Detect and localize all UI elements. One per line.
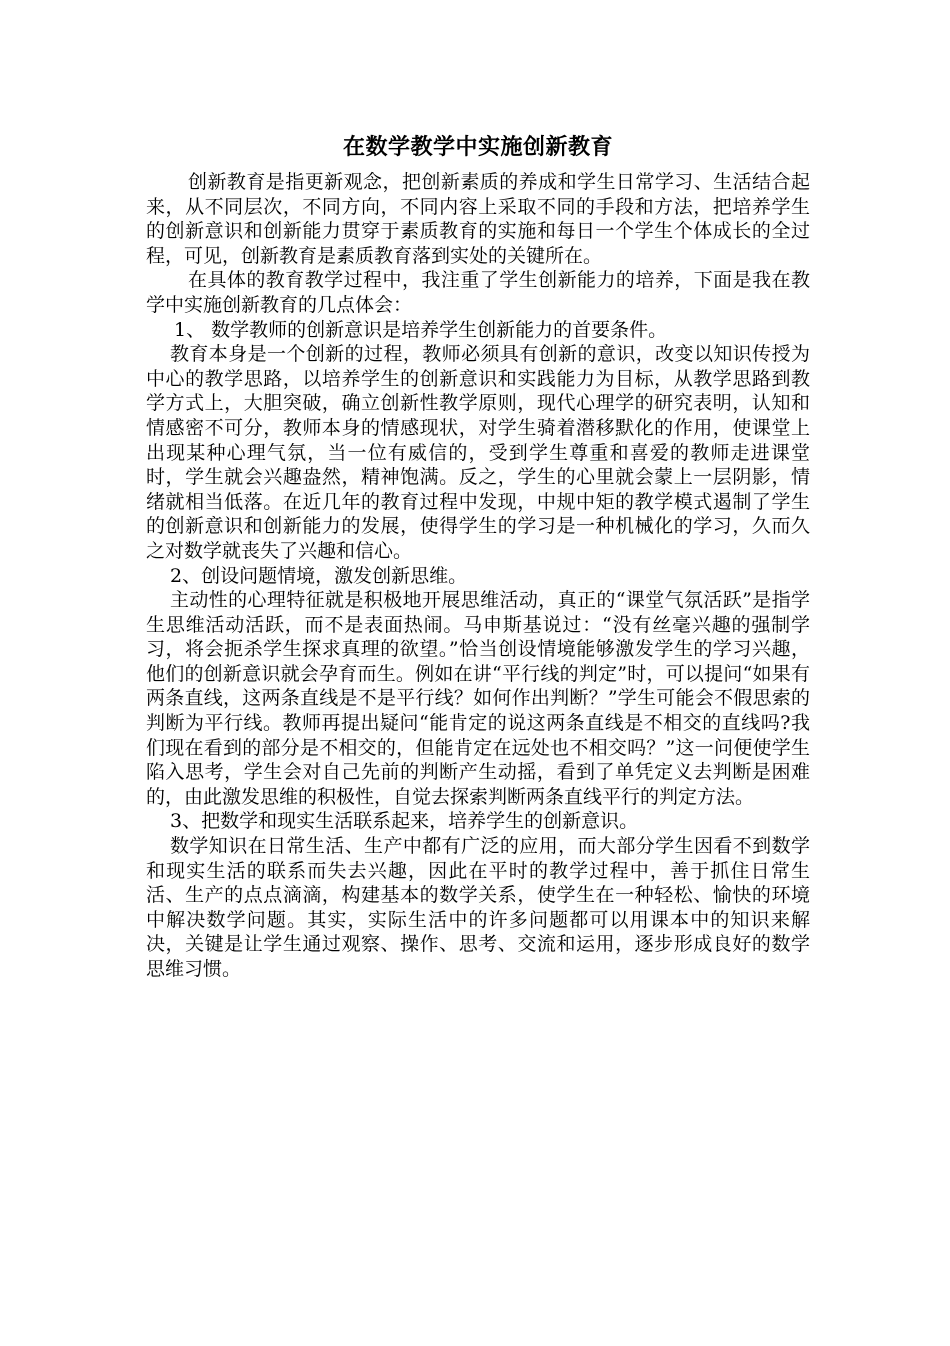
section-2-paragraph: 主动性的心理特征就是积极地开展思维活动，真正的“课堂气氛活跃”是指学生思维活动活跃，而不是表面热闹。马申斯基说过：“没有丝毫兴趣的强制学习，将会扼杀学生探求真理的欲望。”恰当创设情境能够激发学生的学习兴趣，他们的创新意识就会孕育而生。例如在讲“平行线的判定”时，可以提问“如果有两条直线，这两条直线是不是平行线？如何作出判断？”学生可能会不假思索的判断为平行线。教师再提出疑问“能肯定的说这两条直线是不相交的直线吗?我们现在看到的部分是不相交的，但能肯定在远处也不相交吗？”这一问便使学生陷入思考，学生会对自己先前的判断产生动摇，看到了单凭定义去判断是困难的，由此激发思维的积极性，自觉去探索判断两条直线平行的判定方法。 (146, 589, 810, 808)
document-title: 在数学教学中实施创新教育 (342, 134, 613, 160)
document-page (146, 130, 810, 982)
overview-paragraph: 在具体的教育教学过程中，我注重了学生创新能力的培养，下面是我在教学中实施创新教育的几点体会： (146, 269, 810, 316)
section-heading-2: 2、创设问题情境，激发创新思维。 (170, 564, 468, 587)
intro-paragraph: 创新教育是指更新观念，把创新素质的养成和学生日常学习、生活结合起来，从不同层次，不同方向，不同内容上采取不同的手段和方法，把培养学生的创新意识和创新能力贯穿于素质教育的实施和每日一个学生个体成长的全过程，可见，创新教育是素质教育落到实处的关键所在。 (146, 171, 810, 267)
section-heading-3: 3、把数学和现实生活联系起来，培养学生的创新意识。 (170, 810, 639, 833)
section-1-paragraph: 教育本身是一个创新的过程，教师必须具有创新的意识，改变以知识传授为中心的教学思路，以培养学生的创新意识和实践能力为目标，从教学思路到教学方式上，大胆突破，确立创新性教学原则，现代心理学的研究表明，认知和情感密不可分，教师本身的情感现状，对学生骑着潜移默化的作用，使课堂上出现某种心理气氛，当一位有威信的，受到学生尊重和喜爱的教师走进课堂时，学生就会兴趣盎然，精神饱满。反之，学生的心里就会蒙上一层阴影，情绪就相当低落。在近几年的教育过程中发现，中规中矩的教学模式遏制了学生的创新意识和创新能力的发展，使得学生的学习是一种机械化的学习，久而久之对数学就丧失了兴趣和信心。 (146, 343, 810, 562)
section-heading-1: 1、 数学教师的创新意识是培养学生创新能力的首要条件。 (174, 318, 668, 341)
section-3-paragraph: 数学知识在日常生活、生产中都有广泛的应用，而大部分学生因看不到数学和现实生活的联系而失去兴趣，因此在平时的教学过程中，善于抓住日常生活、生产的点点滴滴，构建基本的数学关系，使学生在一种轻松、愉快的环境中解决数学问题。其实，实际生活中的许多问题都可以用课本中的知识来解决，关键是让学生通过观察、操作、思考、交流和运用，逐步形成良好的数学思维习惯。 (146, 835, 810, 980)
